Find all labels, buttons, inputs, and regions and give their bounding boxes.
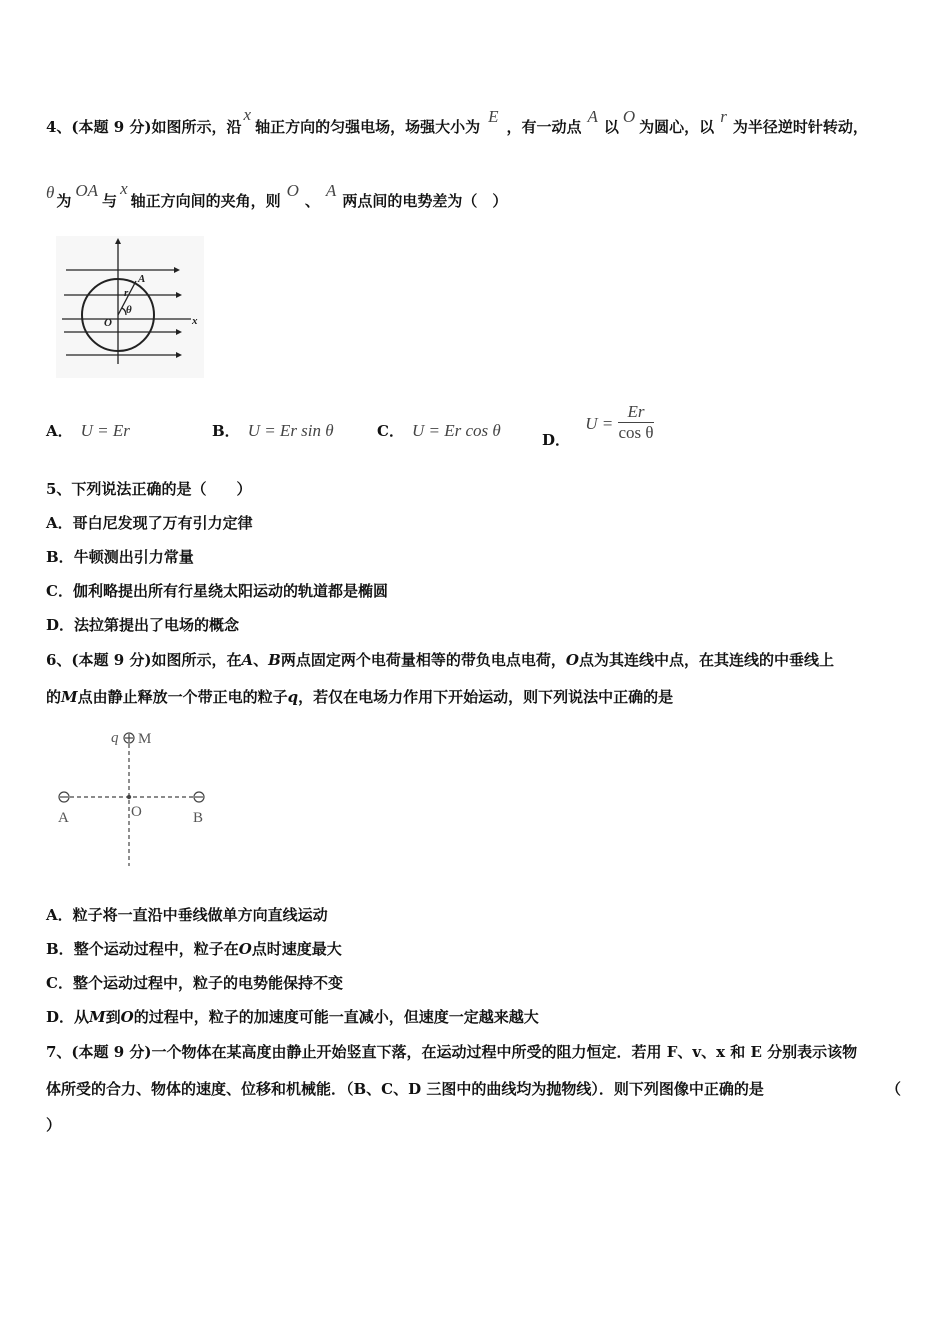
q4-option-b[interactable]: [212, 420, 334, 441]
option-text: 法拉第提出了电场的概念: [74, 616, 240, 634]
q7-line2: 体所受的合力、物体的速度、位移和机械能．（B、C、D 三图中的曲线均为抛物线）．则下列图像中正确的是: [46, 1080, 764, 1098]
q4-line1: [46, 105, 868, 137]
q4-text: 为: [56, 192, 72, 210]
q4-text: 轴正方向的匀强电场，场强大小为: [255, 118, 481, 136]
q5-option-a[interactable]: [46, 512, 253, 533]
q6-charges-figure: [50, 722, 220, 868]
label-O: O: [104, 317, 112, 329]
option-text: 到: [105, 1008, 121, 1026]
q6-option-c[interactable]: [46, 972, 343, 993]
q4-option-c[interactable]: [377, 420, 501, 441]
option-fraction: [618, 402, 653, 443]
q7-line1: 7、(本题 9 分)一个物体在某高度由静止开始竖直下落，在运动过程中所受的阻力恒定．若用 F、v、x 和 E 分别表示该物: [46, 1043, 858, 1061]
q4-text: 、: [304, 192, 320, 210]
option-formula: U = Er sin θ: [247, 421, 334, 440]
option-text: 牛顿测出引力常量: [73, 548, 194, 566]
q6-option-d[interactable]: [46, 1006, 539, 1027]
option-text: 伽利略提出所有行星绕太阳运动的轨道都是椭圆: [72, 582, 388, 600]
math-x: x: [120, 179, 128, 198]
q6-text: 、: [253, 651, 269, 669]
option-text: 哥白尼发现了万有引力定律: [72, 514, 253, 532]
option-letter: C．: [46, 582, 73, 600]
q4-text: ，有一动点: [506, 118, 582, 136]
label-x: x: [192, 315, 198, 327]
option-letter: B．: [46, 940, 74, 958]
q6-text: ，若仅在电场力作用下开始运动，则下列说法中正确的是: [298, 688, 674, 706]
label-A: A: [58, 810, 69, 826]
point-M: M: [89, 1008, 106, 1026]
q4-text: 与: [102, 192, 118, 210]
q6-option-b[interactable]: [46, 938, 342, 959]
q4-line2: [46, 179, 508, 211]
option-letter: A．: [46, 906, 73, 924]
q4-text: 为半径逆时针转动，: [732, 118, 868, 136]
label-theta: θ: [126, 304, 132, 316]
label-B: B: [193, 810, 204, 826]
option-text: 点时速度最大: [251, 940, 342, 958]
math-E: E: [488, 107, 499, 126]
option-letter: A．: [46, 514, 73, 532]
q6-text: 两点固定两个电荷量相等的带负电点电荷，: [280, 651, 566, 669]
q6-text: 6、(本题 9 分)如图所示，在: [46, 651, 242, 669]
label-A: A: [138, 273, 146, 285]
option-text: 的过程中，粒子的加速度可能一直减小，但速度一定越来越大: [133, 1008, 539, 1026]
q4-text: 两点间的电势差为（ ）: [342, 192, 508, 210]
q6-line1: [46, 649, 834, 670]
q4-text: 以: [603, 118, 619, 136]
option-text: 粒子将一直沿中垂线做单方向直线运动: [72, 906, 328, 924]
label-r: r: [124, 287, 129, 299]
math-r: r: [720, 107, 727, 126]
option-letter: C．: [377, 422, 404, 440]
option-text: 整个运动过程中，粒子的电势能保持不变: [72, 974, 343, 992]
option-formula: U = Er: [80, 421, 130, 440]
q4-field-figure: [56, 236, 204, 378]
math-theta: θ: [46, 183, 55, 202]
q4-option-d[interactable]: [542, 394, 654, 449]
q6-text: 点为其连线中点，在其连线的中垂线上: [578, 651, 834, 669]
point-A: A: [241, 651, 254, 669]
fraction-numerator: Er: [618, 402, 653, 423]
q6-option-a[interactable]: [46, 904, 328, 925]
q6-text: 点由静止释放一个带正电的粒子: [77, 688, 288, 706]
option-letter: D．: [46, 616, 75, 634]
q4-text: 轴正方向间的夹角，则: [130, 192, 281, 210]
math-O: O: [286, 181, 299, 200]
math-x: x: [243, 105, 252, 124]
option-letter: C．: [46, 974, 73, 992]
q6-text: 的: [46, 688, 62, 706]
label-M: M: [138, 731, 152, 747]
q6-line2: [46, 686, 673, 707]
option-text: 从: [74, 1008, 90, 1026]
q5-stem: 5、下列说法正确的是（ ）: [46, 480, 252, 498]
q4-text: 为圆心，以: [639, 118, 715, 136]
q4-option-a[interactable]: [46, 420, 130, 441]
point-O: O: [565, 651, 579, 669]
math-OA: OA: [75, 181, 99, 200]
point-M: M: [61, 688, 78, 706]
point-B: B: [268, 651, 281, 669]
q7-line3: ）: [46, 1116, 62, 1134]
q5-option-d[interactable]: [46, 614, 239, 635]
option-formula: U = Er cos θ: [411, 421, 501, 440]
label-q: q: [111, 730, 119, 746]
math-O: O: [622, 107, 636, 126]
q4-text: 4、(本题 9 分)如图所示，沿: [46, 118, 242, 136]
option-letter: D．: [46, 1008, 75, 1026]
q5-option-c[interactable]: [46, 580, 388, 601]
q5-option-b[interactable]: [46, 546, 194, 567]
option-letter: D．: [542, 430, 571, 449]
option-letter: B．: [212, 422, 240, 440]
label-O: O: [131, 804, 142, 820]
math-A: A: [325, 181, 337, 200]
option-text: 整个运动过程中，粒子在: [73, 940, 239, 958]
option-letter: B．: [46, 548, 74, 566]
point-O: O: [120, 1008, 134, 1026]
math-A: A: [587, 107, 598, 126]
option-formula-lhs: U =: [585, 413, 614, 433]
point-O: O: [238, 940, 252, 958]
charge-q: q: [287, 688, 299, 706]
option-letter: A．: [46, 422, 73, 440]
midpoint-O: [127, 795, 131, 799]
q7-line2-paren: （: [886, 1080, 902, 1098]
fraction-denominator: cos θ: [618, 423, 654, 442]
